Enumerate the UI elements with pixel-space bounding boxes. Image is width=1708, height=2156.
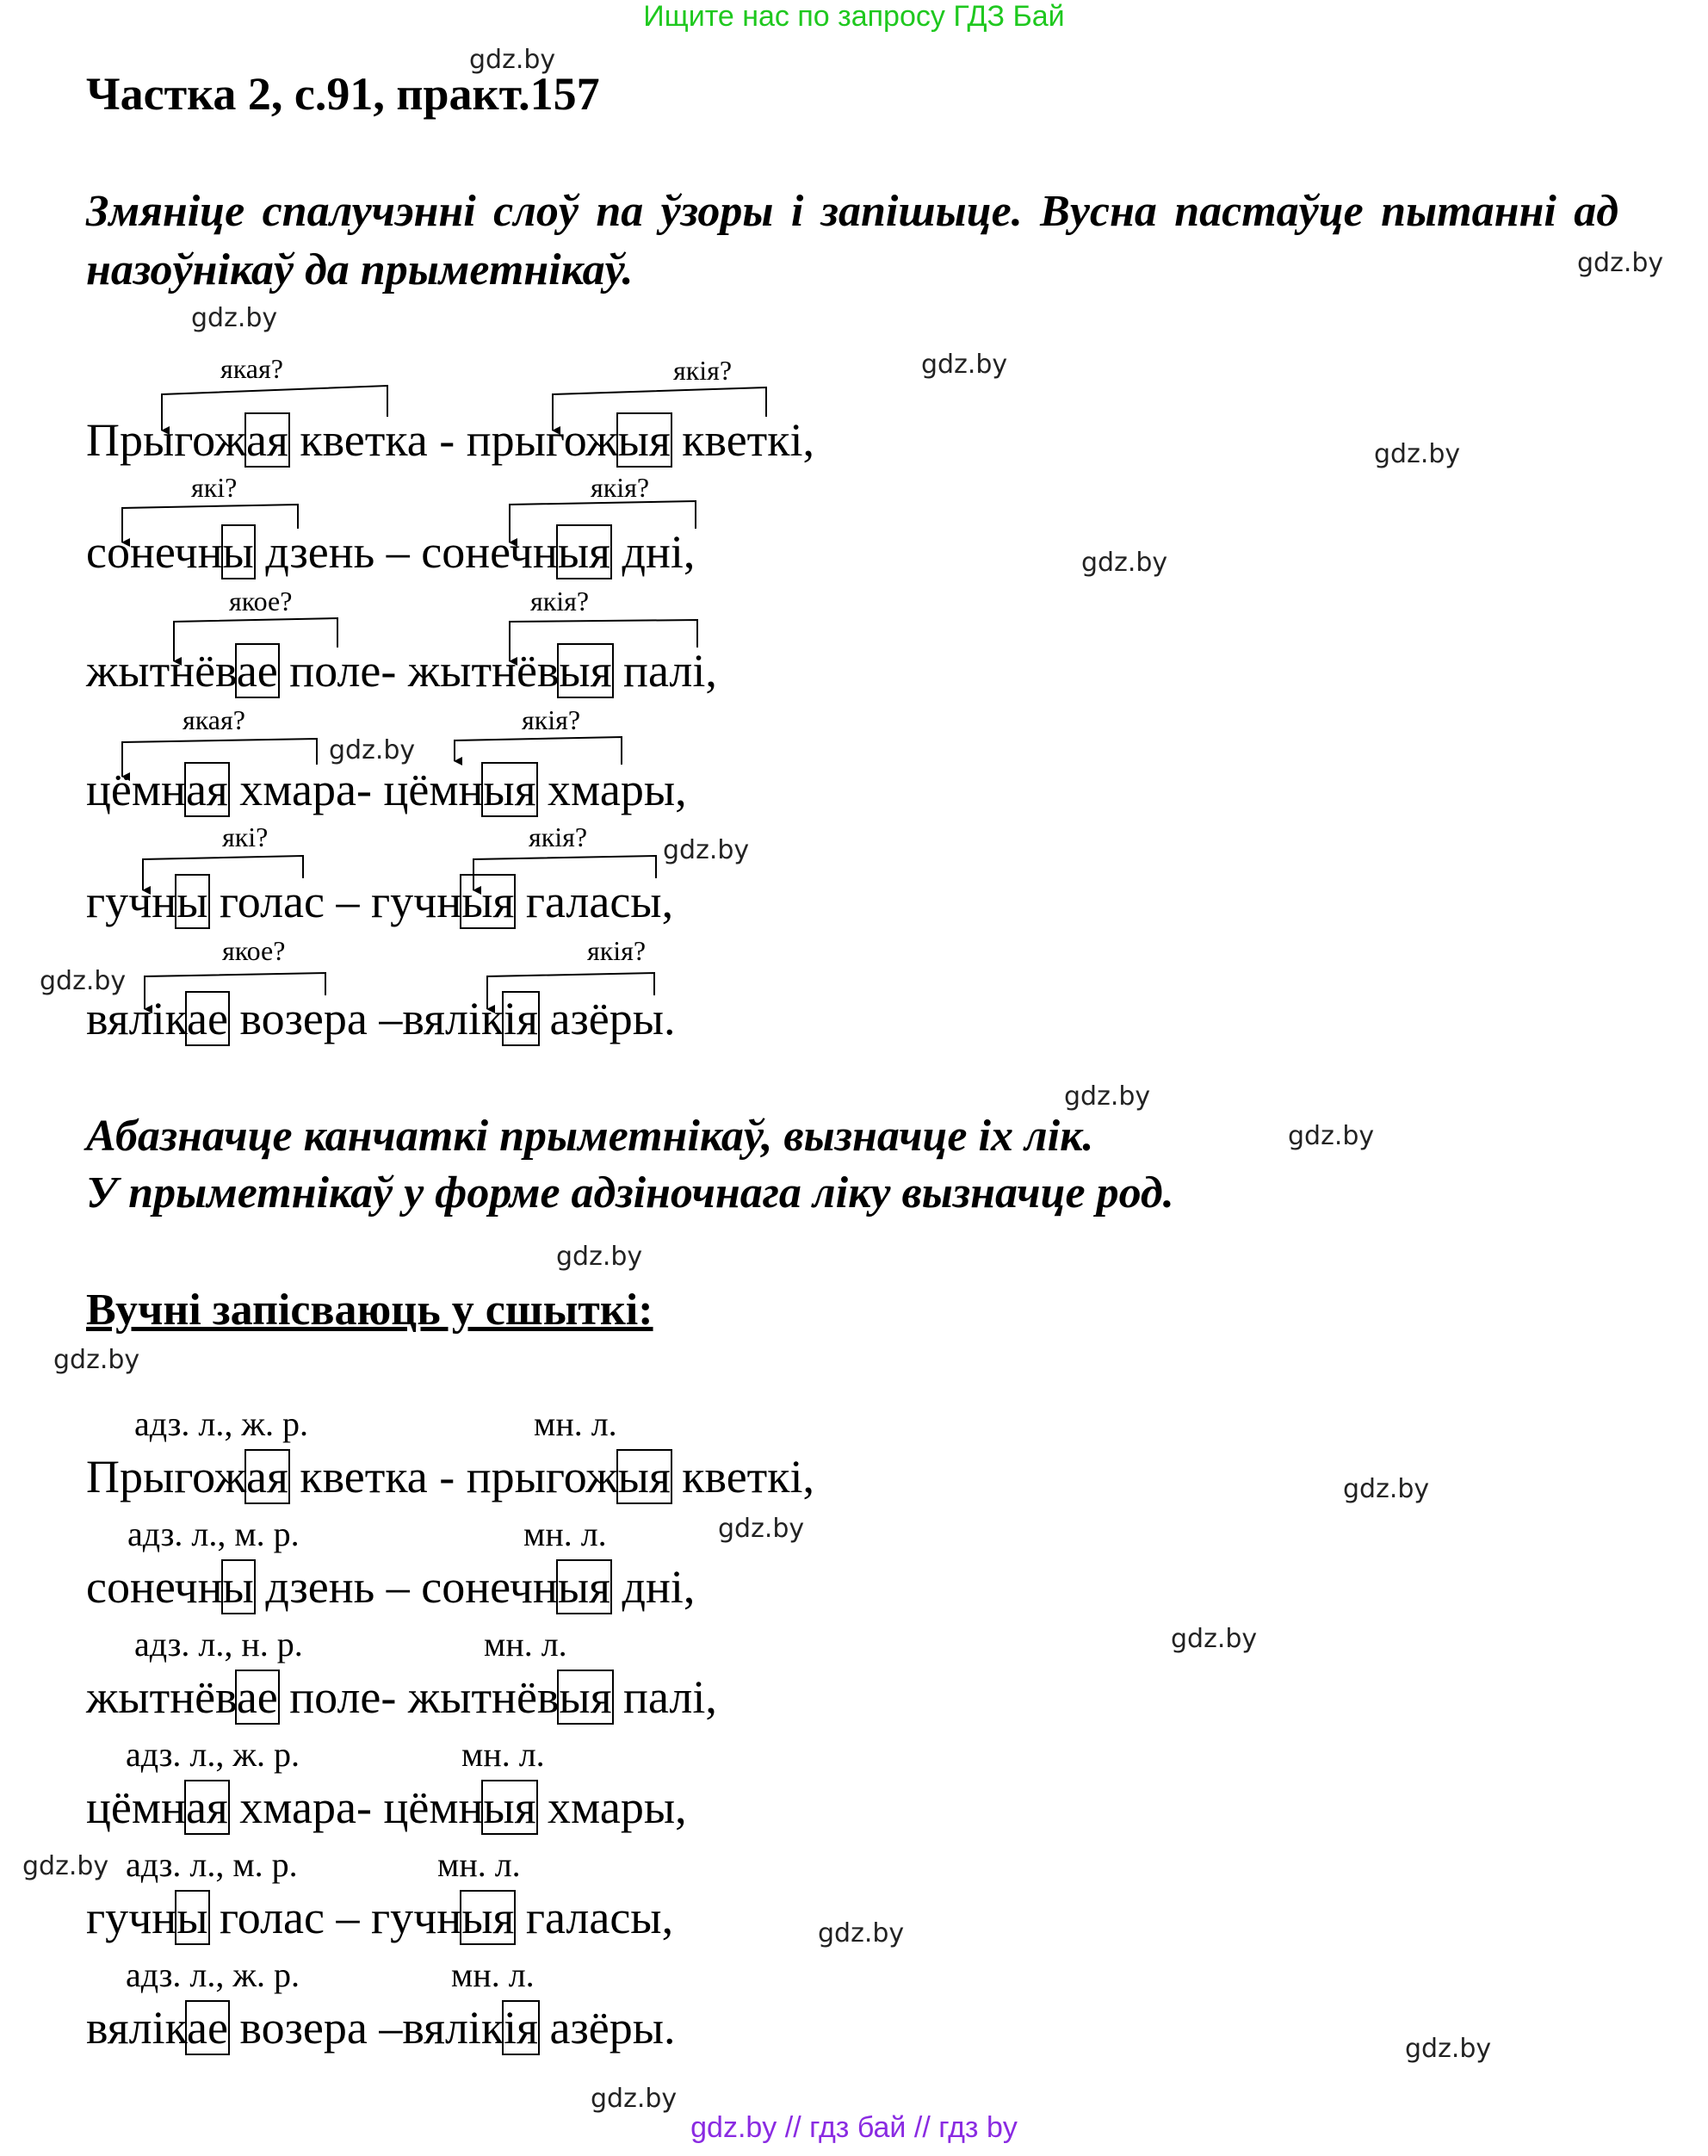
task-instruction: У прыметнікаў у форме адзіночнага ліку вызначце род. bbox=[86, 1168, 1174, 1217]
word-middle: хмара- цёмн bbox=[227, 1781, 484, 1833]
word-tail: азёры. bbox=[537, 993, 676, 1044]
watermark: gdz.by bbox=[1064, 1081, 1151, 1112]
word-pair-line bbox=[86, 875, 673, 928]
grammar-label: мн. л. bbox=[451, 1955, 535, 1994]
word-stem: гучн bbox=[86, 876, 177, 927]
word-middle: возера –вялік bbox=[227, 2002, 504, 2054]
watermark: gdz.by bbox=[53, 1345, 140, 1375]
question-label: якая? bbox=[220, 353, 283, 384]
ending-box: ія bbox=[504, 993, 538, 1044]
grammar-label: адз. л., м. р. bbox=[126, 1845, 298, 1884]
word-middle: кветка - прыгож bbox=[288, 414, 618, 466]
word-tail: галасы, bbox=[514, 1892, 674, 1943]
word-middle: дзень – сонечн bbox=[253, 1561, 558, 1613]
ending-box: ыя bbox=[461, 876, 515, 927]
word-stem: жытнёв bbox=[86, 1671, 237, 1723]
answer-line bbox=[86, 1670, 717, 1724]
word-middle: поле- жытнёв bbox=[277, 645, 560, 697]
word-tail: галасы, bbox=[514, 876, 674, 927]
word-pair-line bbox=[86, 763, 687, 816]
word-pair-line bbox=[86, 992, 676, 1045]
word-pair-line bbox=[86, 413, 814, 467]
word-pair-line bbox=[86, 644, 717, 697]
watermark: gdz.by bbox=[469, 45, 556, 75]
grammar-label: адз. л., ж. р. bbox=[126, 1955, 300, 1994]
word-tail: палі, bbox=[611, 1671, 717, 1723]
question-label: якая? bbox=[183, 704, 245, 735]
grammar-label: мн. л. bbox=[523, 1515, 607, 1553]
question-label: якія? bbox=[587, 935, 647, 966]
watermark: gdz.by bbox=[663, 835, 750, 865]
question-label: якія? bbox=[529, 821, 588, 852]
watermark: gdz.by bbox=[556, 1242, 643, 1272]
ending-box: ая bbox=[185, 1781, 228, 1833]
word-stem: сонечн bbox=[86, 526, 223, 578]
footer-links[interactable]: gdz.by // гдз бай // гдз by bbox=[690, 2111, 1018, 2144]
word-stem: сонечн bbox=[86, 1561, 223, 1613]
answer-line bbox=[86, 1450, 814, 1503]
word-tail: палі, bbox=[611, 645, 717, 697]
word-stem: гучн bbox=[86, 1892, 177, 1943]
grammar-label: адз. л., ж. р. bbox=[126, 1735, 300, 1774]
answer-line bbox=[86, 2001, 676, 2054]
watermark: gdz.by bbox=[1171, 1624, 1258, 1654]
watermark: gdz.by bbox=[1288, 1121, 1375, 1151]
word-middle: кветка - прыгож bbox=[288, 1451, 618, 1502]
watermark: gdz.by bbox=[1374, 439, 1461, 469]
word-stem: Прыгож bbox=[86, 1451, 247, 1502]
question-label: якія? bbox=[522, 704, 581, 735]
question-label: якое? bbox=[222, 935, 286, 966]
watermark: gdz.by bbox=[329, 735, 416, 765]
watermark: gdz.by bbox=[818, 1918, 905, 1948]
watermark: gdz.by bbox=[1343, 1474, 1430, 1504]
answer-line bbox=[86, 1781, 687, 1834]
ending-box: ія bbox=[504, 2002, 538, 2054]
watermark: gdz.by bbox=[591, 2084, 678, 2114]
word-middle: дзень – сонечн bbox=[253, 526, 558, 578]
grammar-label: мн. л. bbox=[534, 1404, 617, 1443]
ending-box: ая bbox=[185, 764, 228, 815]
word-middle: голас – гучн bbox=[207, 876, 462, 927]
arrow-row4-right bbox=[455, 737, 622, 765]
ending-box: ая bbox=[246, 414, 288, 466]
ending-box: ае bbox=[187, 993, 228, 1044]
ending-box: ае bbox=[187, 2002, 228, 2054]
watermark: gdz.by bbox=[1577, 248, 1664, 278]
word-stem: цёмн bbox=[86, 764, 186, 815]
ending-box: ыя bbox=[559, 1671, 612, 1723]
grammar-label: мн. л. bbox=[484, 1625, 567, 1663]
word-tail: азёры. bbox=[537, 2002, 676, 2054]
word-stem: Прыгож bbox=[86, 414, 247, 466]
ending-box: ыя bbox=[557, 526, 610, 578]
word-middle: возера –вялік bbox=[227, 993, 504, 1044]
grammar-label: адз. л., м. р. bbox=[127, 1515, 300, 1553]
task-instruction: Змяніце спалучэнні слоў па ўзоры і запішыце. Вусна пастаўце пытанні ад назоўнікаў да прыметнікаў. bbox=[86, 187, 1618, 294]
grammar-label: мн. л. bbox=[437, 1845, 521, 1884]
answer-line bbox=[86, 1891, 673, 1944]
grammar-label: адз. л., ж. р. bbox=[134, 1404, 308, 1443]
word-stem: вялік bbox=[86, 993, 187, 1044]
ending-box: ыя bbox=[483, 1781, 536, 1833]
word-stem: цёмн bbox=[86, 1781, 186, 1833]
ending-box: ы bbox=[176, 1892, 208, 1943]
word-middle: голас – гучн bbox=[207, 1892, 462, 1943]
ending-box: ыя bbox=[483, 764, 536, 815]
ending-box: ыя bbox=[617, 1451, 671, 1502]
word-stem: вялік bbox=[86, 2002, 187, 2054]
watermark: gdz.by bbox=[718, 1514, 805, 1544]
watermark: gdz.by bbox=[921, 350, 1008, 380]
word-stem: жытнёв bbox=[86, 645, 237, 697]
watermark: gdz.by bbox=[1405, 2034, 1492, 2064]
ending-box: ыя bbox=[557, 1561, 610, 1613]
ending-box: ы bbox=[176, 876, 208, 927]
question-label: якое? bbox=[229, 585, 293, 616]
word-tail: дні, bbox=[610, 1561, 696, 1613]
question-label: якія? bbox=[673, 355, 733, 386]
ending-box: ыя bbox=[461, 1892, 515, 1943]
question-label: якія? bbox=[591, 472, 650, 503]
watermark: gdz.by bbox=[40, 966, 127, 996]
word-tail: дні, bbox=[610, 526, 696, 578]
ending-box: ая bbox=[246, 1451, 288, 1502]
word-pair-line bbox=[86, 525, 695, 579]
task-instruction: Абазначце канчаткі прыметнікаў, вызначце іх лік. bbox=[86, 1112, 1094, 1161]
question-label: якія? bbox=[530, 585, 590, 616]
grammar-label: мн. л. bbox=[461, 1735, 545, 1774]
section-heading: Вучні запісваюць у сшыткі: bbox=[86, 1286, 653, 1335]
ending-box: ае bbox=[236, 1671, 278, 1723]
word-tail: кветкі, bbox=[670, 1451, 815, 1502]
question-label: які? bbox=[191, 472, 238, 503]
ending-box: ыя bbox=[617, 414, 671, 466]
ending-box: ы bbox=[222, 526, 254, 578]
ending-box: ае bbox=[236, 645, 278, 697]
question-label: які? bbox=[222, 821, 269, 852]
grammar-label: адз. л., н. р. bbox=[134, 1625, 303, 1663]
site-banner[interactable]: Ищите нас по запросу ГДЗ Бай bbox=[643, 0, 1065, 33]
word-tail: кветкі, bbox=[670, 414, 815, 466]
answer-line bbox=[86, 1560, 695, 1614]
word-tail: хмары, bbox=[535, 1781, 687, 1833]
page-title: Частка 2, с.91, практ.157 bbox=[86, 68, 600, 120]
watermark: gdz.by bbox=[1081, 548, 1168, 578]
watermark: gdz.by bbox=[191, 303, 278, 333]
word-tail: хмары, bbox=[535, 764, 687, 815]
watermark: gdz.by bbox=[22, 1851, 109, 1881]
word-middle: поле- жытнёв bbox=[277, 1671, 560, 1723]
ending-box: ыя bbox=[559, 645, 612, 697]
ending-box: ы bbox=[222, 1561, 254, 1613]
word-middle: хмара- цёмн bbox=[227, 764, 484, 815]
